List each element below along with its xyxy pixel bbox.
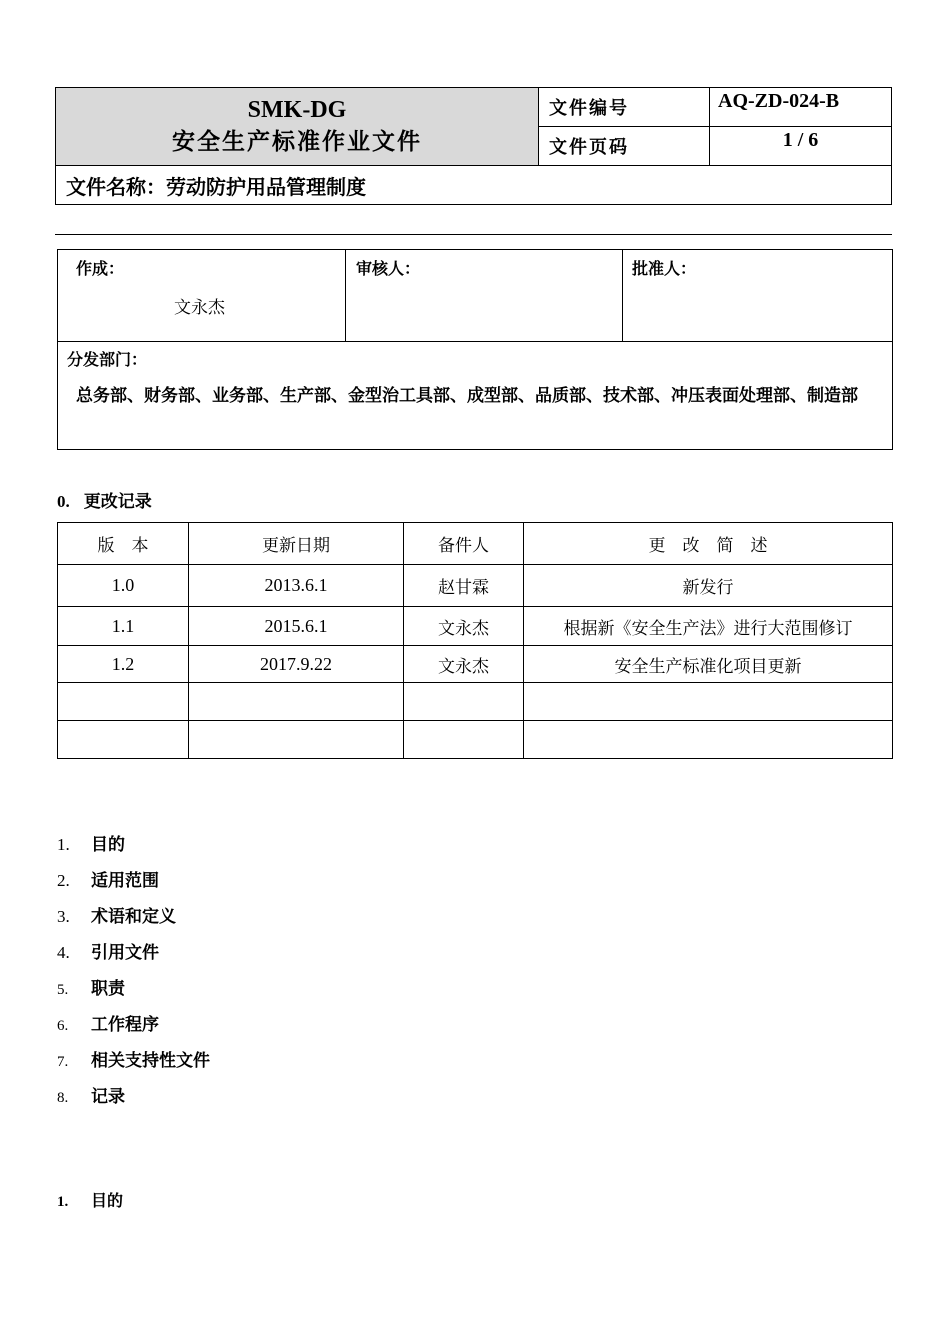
- reviewer-cell: [346, 250, 623, 342]
- toc-item-label: 职责: [91, 979, 125, 999]
- section-title: 目的: [91, 1191, 124, 1210]
- header-title-cell: [56, 88, 539, 166]
- toc-item: [57, 902, 210, 938]
- cell-editor: 文永杰: [404, 607, 524, 646]
- toc-item-label: 适用范围: [91, 871, 159, 891]
- toc-item: [57, 1010, 210, 1046]
- column-header-date: 更新日期: [189, 523, 404, 565]
- toc-item-label: 引用文件: [91, 943, 159, 963]
- table-row: [58, 721, 893, 759]
- cell-editor: 文永杰: [404, 646, 524, 683]
- change-record-number: 0.: [57, 492, 70, 511]
- document-category-title: 安全生产标准作业文件: [172, 128, 422, 155]
- toc-item-label: 术语和定义: [91, 907, 176, 927]
- column-header-version: 版 本: [58, 523, 189, 565]
- cell-date: [189, 721, 404, 759]
- toc-item: [57, 830, 210, 866]
- document-name: 文件名称：劳动防护用品管理制度: [56, 166, 892, 205]
- cell-version: [58, 721, 189, 759]
- author-cell: [58, 250, 346, 342]
- toc-item-number: 1.: [57, 835, 70, 854]
- approval-table: [57, 249, 893, 450]
- author-label: 作成：: [76, 259, 125, 278]
- cell-date: 2015.6.1: [189, 607, 404, 646]
- page-number-value: 1 / 6: [710, 127, 892, 166]
- cell-date: 2013.6.1: [189, 565, 404, 607]
- cell-version: 1.0: [58, 565, 189, 607]
- toc-item: [57, 974, 210, 1010]
- reviewer-label: 审核人：: [356, 259, 421, 278]
- table-row: [58, 565, 893, 607]
- organization-code: SMK-DG: [247, 96, 347, 123]
- section-heading: [57, 1188, 123, 1211]
- cell-version: [58, 683, 189, 721]
- toc-item-label: 相关支持性文件: [91, 1051, 210, 1071]
- table-row: [58, 683, 893, 721]
- toc-item: [57, 938, 210, 974]
- toc-item-number: 5.: [57, 982, 69, 998]
- toc-item-number: 8.: [57, 1090, 69, 1106]
- distribution-cell: [58, 342, 893, 450]
- horizontal-divider: [55, 234, 892, 235]
- author-value: 文永杰: [174, 298, 225, 318]
- toc-item-number: 3.: [57, 907, 70, 926]
- section-number: 1.: [57, 1194, 69, 1210]
- table-row: [58, 646, 893, 683]
- change-record-heading: [57, 487, 152, 512]
- table-header-row: [58, 523, 893, 565]
- table-row: [58, 607, 893, 646]
- change-record-title: 更改记录: [83, 492, 152, 512]
- distribution-label: 分发部门：: [67, 350, 148, 369]
- toc-item-number: 4.: [57, 943, 70, 962]
- cell-summary: [524, 683, 893, 721]
- page-number-label: 文件页码: [539, 127, 710, 166]
- toc-item: [57, 1082, 210, 1118]
- cell-summary: [524, 721, 893, 759]
- document-header: [55, 87, 892, 205]
- toc-item-number: 7.: [57, 1054, 69, 1070]
- column-header-summary: 更 改 简 述: [524, 523, 893, 565]
- toc-item-label: 记录: [91, 1087, 125, 1107]
- cell-version: 1.2: [58, 646, 189, 683]
- toc-item: [57, 1046, 210, 1082]
- approver-cell: [623, 250, 893, 342]
- cell-version: 1.1: [58, 607, 189, 646]
- toc-item-number: 2.: [57, 871, 70, 890]
- toc-item-label: 工作程序: [91, 1015, 159, 1035]
- toc-item-label: 目的: [91, 835, 125, 855]
- cell-date: [189, 683, 404, 721]
- toc-item-number: 6.: [57, 1018, 69, 1034]
- cell-summary: 根据新《安全生产法》进行大范围修订: [524, 607, 893, 646]
- cell-editor: [404, 683, 524, 721]
- cell-editor: [404, 721, 524, 759]
- toc-item: [57, 866, 210, 902]
- cell-summary: 新发行: [524, 565, 893, 607]
- cell-date: 2017.9.22: [189, 646, 404, 683]
- cell-summary: 安全生产标准化项目更新: [524, 646, 893, 683]
- column-header-editor: 备件人: [404, 523, 524, 565]
- change-record-table: [57, 522, 893, 759]
- distribution-departments: 总务部、财务部、业务部、生产部、金型治工具部、成型部、品质部、技术部、冲压表面处理部、制造部: [76, 386, 858, 406]
- table-of-contents: [57, 830, 210, 1118]
- doc-number-value: AQ-ZD-024-B: [710, 88, 892, 127]
- doc-number-label: 文件编号: [539, 88, 710, 127]
- cell-editor: 赵甘霖: [404, 565, 524, 607]
- approver-label: 批准人：: [632, 259, 697, 278]
